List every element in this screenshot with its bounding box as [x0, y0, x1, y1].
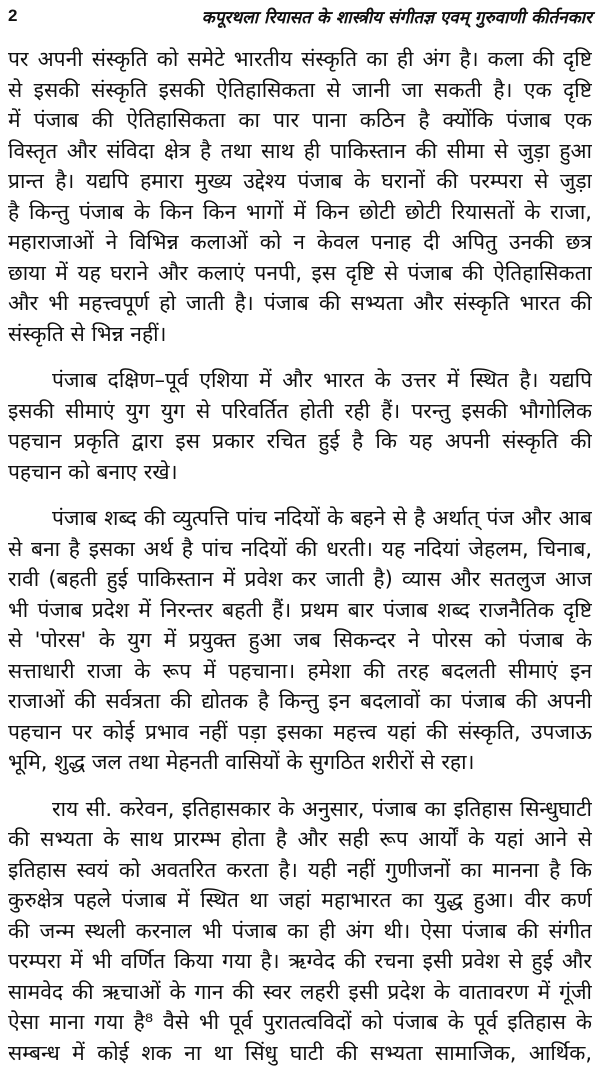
text-line: रावी (बहती हुई पाकिस्तान में प्रवेश कर जाती है) व्यास और सतलुज आज — [8, 567, 592, 591]
paragraph — [8, 503, 592, 778]
text-line: ऐसा माना गया है⁸ वैसे भी पूर्व पुरातत्वविदों को पंजाब के पूर्व इतिहास के — [8, 1010, 592, 1034]
page-body — [8, 44, 592, 1084]
text-line: पर अपनी संस्कृति को समेटे भारतीय संस्कृति का ही अंग है। कला की दृष्टि — [8, 47, 592, 71]
text-line: से इसकी संस्कृति इसकी ऐतिहासिकता से जानी जा सकती है। एक दृष्टि — [8, 77, 592, 102]
text-line: और भी महत्त्वपूर्ण हो जाती है। पंजाब की सभ्यता और संस्कृति भारत की — [8, 291, 592, 315]
text-line: पहचान प्रकृति द्वारा इस प्रकार रचित हुई है कि यह अपनी संस्कृति की — [8, 429, 592, 453]
text-line: इसकी सीमाएं युग युग से परिवर्तित होती रही हैं। परन्तु इसकी भौगोलिक — [8, 398, 592, 423]
text-line: सम्बन्ध में कोई शक ना था सिंधु घाटी की सभ्यता सामाजिक, आर्थिक, — [8, 1040, 592, 1065]
text-line: पंजाब दक्षिण–पूर्व एशिया में और भारत के उत्तर में स्थित है। यद्यपि — [52, 368, 592, 392]
text-line: सामवेद की ऋचाओं के गान की स्वर लहरी इसी प्रदेश के वातावरण में गूंजी — [8, 979, 592, 1004]
text-line: इतिहास स्वयं को अवतरित करता है। यही नहीं गुणीजनों का मानना है कि — [8, 857, 592, 882]
text-line: महाराजाओं ने विभिन्न कलाओं को न केवल पनाह दी अपितु उनकी छत्र — [8, 230, 592, 254]
text-line: राजाओं की सर्वत्रता की द्योतक है किन्तु इन बदलावों का पंजाब की अपनी — [8, 689, 592, 713]
text-line: है किन्तु पंजाब के किन किन भागों में किन छोटी छोटी रियासतों के राजा, — [8, 199, 592, 224]
page-number: 2 — [8, 6, 18, 25]
text-line: से 'पोरस' के युग में प्रयुक्त हुआ जब सिकन्दर ने पोरस को पंजाब के — [8, 628, 592, 652]
text-line: पहचान पर कोई प्रभाव नहीं पड़ा इसका महत्त्व यहां की संस्कृति, उपजाऊ — [8, 719, 592, 744]
text-line: पहचान को बनाए रखे। — [8, 459, 178, 484]
text-line: पंजाब शब्द की व्युत्पत्ति पांच नदियों के बहने से है अर्थात् पंज और आब — [52, 506, 592, 530]
text-line: भूमि, शुद्ध जल तथा मेहनती वासियों के सुगठित शरीरों से रहा। — [8, 750, 475, 774]
text-line: में पंजाब की ऐतिहासिकता का पार पाना कठिन है क्योंकि पंजाब एक — [8, 108, 592, 132]
running-title: कपूरथला रियासत के शास्त्रीय संगीतज्ञ एवम् गुरुवाणी कीर्तनकार — [201, 7, 592, 28]
text-line: भी पंजाब प्रदेश में निरन्तर बहती हैं। प्रथम बार पंजाब शब्द राजनैतिक दृष्टि — [8, 597, 592, 622]
text-line: छाया में यह घराने और कलाएं पनपी, इस दृष्टि से पंजाब की ऐतिहासिकता — [8, 260, 592, 285]
text-line: प्रान्त है। यद्यपि हमारा मुख्य उद्देश्य पंजाब के घरानों की परम्परा से जुड़ा — [8, 169, 592, 193]
text-line: की जन्म स्थली करनाल भी पंजाब का ही अंग थी। ऐसा पंजाब की संगीत — [8, 918, 592, 943]
paragraph — [8, 794, 592, 1069]
text-line: सत्ताधारी राजा के रूप में पहचाना। हमेशा की तरह बदलती सीमाएं इन — [8, 658, 592, 683]
text-line: परम्परा में भी वर्णित किया गया है। ऋग्वेद की रचना इसी प्रवेश से हुई और — [8, 949, 592, 973]
text-line: संस्कृति से भिन्न नहीं। — [8, 321, 167, 346]
text-line: विस्तृत और संविदा क्षेत्र है तथा साथ ही पाकिस्तान की सीमा से जुड़ा हुआ — [8, 138, 592, 163]
page-header — [8, 2, 592, 30]
text-line: की सभ्यता के साथ प्रारम्भ होता है और सही रूप आर्यों के यहां आने से — [8, 827, 592, 851]
paragraph — [8, 44, 592, 349]
text-line: राय सी. करेवन, इतिहासकार के अनुसार, पंजाब का इतिहास सिन्धुघाटी — [52, 796, 592, 821]
text-line: से बना है इसका अर्थ है पांच नदियों की धरती। यह नदियां जेहलम, चिनाब, — [8, 536, 592, 561]
paragraph — [8, 365, 592, 487]
text-line: कुरुक्षेत्र पहले पंजाब में स्थित था जहां महाभारत का युद्ध हुआ। वीर कर्ण — [8, 888, 592, 912]
